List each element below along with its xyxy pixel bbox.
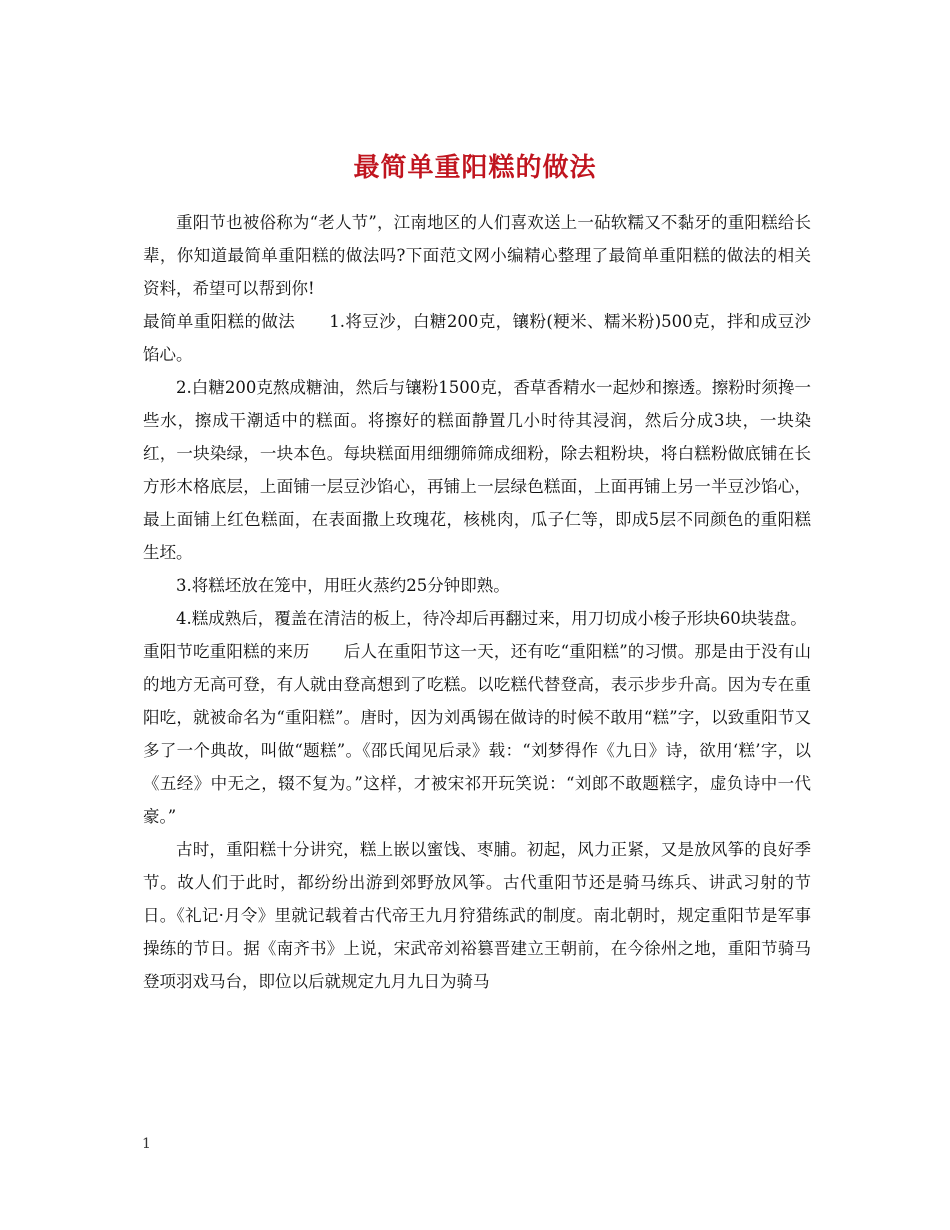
step-2-paragraph: 2.白糖200克熬成糖油，然后与镶粉1500克，香草香精水一起炒和擦透。擦粉时须搀一些水，擦成干潮适中的糕面。将擦好的糕面静置几小时待其浸润，然后分成3块，一块染红，一块染绿，一块本色。每块糕面用细绷筛筛成细粉，除去粗粉块，将白糕粉做底铺在长方形木格底层，上面铺一层豆沙馅心，再铺上一层绿色糕面，上面再铺上另一半豆沙馅心，最上面铺上红色糕面，在表面撒上玫瑰花，核桃肉，瓜子仁等，即成5层不同颜色的重阳糕生坯。 (143, 378, 811, 562)
step-3-paragraph: 3.将糕坯放在笼中，用旺火蒸约25分钟即熟。 (176, 576, 510, 595)
history-1-text: 后人在重阳节这一天，还有吃“重阳糕”的习惯。那是由于没有山的地方无高可登，有人就由登高想到了吃糕。以吃糕代替登高，表示步步升高。因为专在重阳吃，就被命名为“重阳糕”。唐时，因为刘禹锡在做诗的时候不敢用“糕”字，以致重阳节又多了一个典故，叫做“题糕”。《邵氏闻见后录》载：“刘梦得作《九日》诗，欲用‘糕’字，以《五经》中无之，辍不复为。”这样，才被宋祁开玩笑说：“刘郎不敢题糕字，虚负诗中一代豪。” (143, 642, 812, 826)
history-2-paragraph: 古时，重阳糕十分讲究，糕上嵌以蜜饯、枣脯。初起，风力正紧，又是放风筝的良好季节。故人们于此时，都纷纷出游到郊野放风筝。古代重阳节还是骑马练兵、讲武习射的节日。《礼记·月令》里就记载着古代帝王九月狩猎练武的制度。南北朝时，规定重阳节是军事操练的节日。据《南齐书》上说，宋武帝刘裕篡晋建立王朝前，在今徐州之地，重阳节骑马登项羽戏马台，即位以后就规定九月九日为骑马 (143, 840, 811, 991)
page-number: 1 (142, 1136, 151, 1152)
recipe-paragraph (143, 305, 811, 371)
document-body (143, 206, 811, 998)
step-4-paragraph: 4.糕成熟后，覆盖在清洁的板上，待冷却后再翻过来，用刀切成小梭子形块60块装盘。 (176, 609, 807, 628)
section-heading-history: 重阳节吃重阳糕的来历 (143, 642, 310, 661)
section-heading-recipe: 最简单重阳糕的做法 (143, 312, 296, 331)
history-paragraph (143, 635, 811, 833)
intro-paragraph: 重阳节也被俗称为“老人节”，江南地区的人们喜欢送上一砧软糯又不黏牙的重阳糕给长辈，你知道最简单重阳糕的做法吗?下面范文网小编精心整理了最简单重阳糕的做法的相关资料，希望可以帮到你! (143, 213, 811, 298)
document-title: 最简单重阳糕的做法 (353, 153, 597, 184)
step-1-text: 1.将豆沙，白糖200克，镶粉(粳米、糯米粉)500克，拌和成豆沙馅心。 (143, 312, 811, 364)
